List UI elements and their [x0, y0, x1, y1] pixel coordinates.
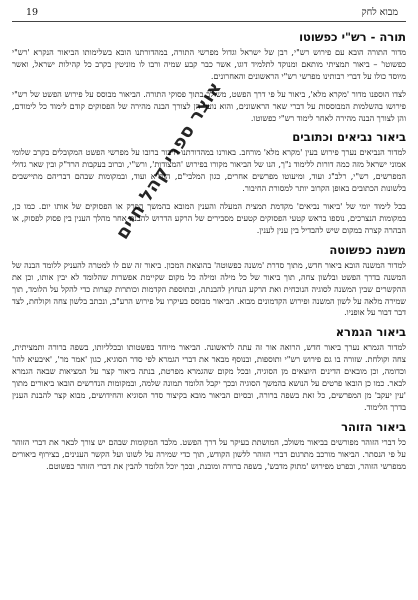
running-title: מבוא לחק	[361, 7, 398, 18]
section-paragraph: בכל לימוד יומי של 'ביאור נביאים' מקדמת תמצית המעלה והענין המובא בהמשך הפרק או הפסוקים של אותו יום. כמו כן, במקומות הנצרכים, נוספו בראש קטעי הפסוקים קטעים מסבירים של הרקע הדרוש להבנת אחר מהלך הענין בין פסוק לפסוק, או הבהרה קצרה במקום שיש להבדיל בין ענין לענין.	[12, 202, 406, 235]
section-title: ביאור נביאים וכתובים	[292, 130, 406, 145]
section-title: תורה - רש"י כפשוטו	[299, 30, 406, 44]
section-title: משנה כפשוטה	[329, 242, 406, 257]
section-paragraph: מדור התורה הובא עם פירוש רש"י, רבן של ישראל וגדול מפרשי התורה, במהדורתנו הובא בשלימותו הביאור הנקרא 'רש"י כפשוטו' – ביאור תמציתי מותאם ומנוקד לתלמיד דוגו, אשר כבר קבע שמיה ורבו לו מוניטין בקרב כל קהילות ישראל, ואשר מיוסד כולו על דברי רבותינו מפרשי רש"י הראשונים והאחרונים.	[12, 48, 406, 81]
section-paragraph: למדור הגמרא נערך ביאור חדש, הרואה אור זה עתה לראשונה. הביאור מיוחד בפשטותו ובכלליותו, בשפה ברורה ותמציתית, צחה וקולחת. שזורה בו גם פירוש רש"י ותוספות, ובנוסף מבאר את דברי הגמרא לפי סדר הסוגיא, כגון 'אמר מר', 'איבעיא להו' וכדומה, וכן מובאים הדינים היוצאים מן הסוגיה, ובכל מקום שהגמרא מפרטת, בנתה ביאור קצר על המציאות שבאה הגמרא לבאר. כמו כן הובאו פרטים על הנושא בהמשך הסוגיה ובכך יקבל הלומד תמונה שלמה, ובמקומות הנדרשים הובאו ביאורים מתוך 'עין יעקב' מן המפרשים, כל זאת בשפה ברורה, ובסיום הביאור מובא בקיצור סדר הסוגיא והחידושים, מבוא קצר להבנת הענין בדרך הלימוד.	[12, 343, 406, 412]
section-mishna	[12, 243, 406, 320]
running-header	[12, 4, 406, 18]
section-paragraph: למדור הנביאים נערך פירוש בעין 'מקרא מלא' מורחב. באורנו במהדורתנו חיבור ברובו על מפרשי הפשט המקובלים בקרב שלומי אמוני ישראל מזה כמה דורות ללימוד נ"ך, הנו של הביאור מקורו בפירוש 'המצודות', ורש"י, וברוב בעקבות הרד"ק ובין שאר גדולי המפרשים, רש"י, רלב"ג ועוד, ומיעוטו מפרשים אחרים, כגון המלבי"ם, הגר"א ועוד, ובמקומות שבהם דבריהם מתיישבים בלשונות הכתובים באופן הקרוב יותר למסורת החיבור.	[12, 148, 406, 194]
header-rule	[12, 21, 406, 22]
section-torah	[12, 30, 406, 124]
section-paragraph: כל דברי הזוהר מפורשים בביאור משולב, המושתת בעיקר על דרך הפשט. מלבד המקומות שבהם יש צורך לבאר את דברי הזוהר על פי הנסתר. הביאור מורכב מתרגום דברי הזוהר ללשון הקודש, תוך כדי שמירה על לשונו ועל הקשר הענינים, בצירוף ביאורים ממפרשי הזוהר, ובפרט מפירוש 'מתוק מדבש', בשפה ברורה ומובנת, ובכך יוכל הלומד להבין את דברי הזוהר כפשוטם.	[12, 437, 406, 471]
page-number: 19	[26, 7, 39, 18]
library-watermark: אוצר ספרי קהל חיים	[111, 77, 227, 244]
section-title: ביאור הזוהר	[341, 419, 406, 434]
section-paragraph: לצדו הוספנו מדור 'מקרא מלא', ביאור על פי דרך הפשט, משולב בתוך פסוקי התורה. הביאור מבוסס על פירוש הפשט של רש"י פירושו בהשלמות המבוססות על דברי שאר הראשונים, והוא נועד הן לצורך הבנה מהירה של הפסוקים קודם לימוד כל לימודם, והן לצורך הבנה מהירה לאחר לימוד רש"י כפשוטו.	[12, 89, 406, 123]
section-gemara	[12, 325, 406, 413]
section-zohar	[12, 420, 406, 473]
section-neviim	[12, 130, 406, 236]
section-title: ביאור הגמרא	[335, 325, 406, 340]
section-paragraph: למדור המשנה הובא ביאור חדש, מתוך סדרת 'משנה כפשוטה' בהוצאת המכון. ביאור זה שם לו למטרה להעניק ללומד הבנה של המשנה בדרך הפשט ובלשון צחה, תוך ביאור של כל מילה ומילה כל מקום שקיימת אפשרות שהלומד לא יבין אותו, וכן את ההקשרים שבין המשנה לסוגיה הנוכחית ואת הרקע הנחוץ להבנתה, ובתוספת הקדמות וכותרות קצרות כדי להקל על הלומד, תוך שמירה מלאה על לשון המשנה ופירוש הקדמונים מבוא. הביאור מבוסס בעיקרו על פירוש הרע"ב, ונכתב בלשון צחה וקולחת, לצד דבר דבור על אופניו.	[12, 260, 406, 318]
